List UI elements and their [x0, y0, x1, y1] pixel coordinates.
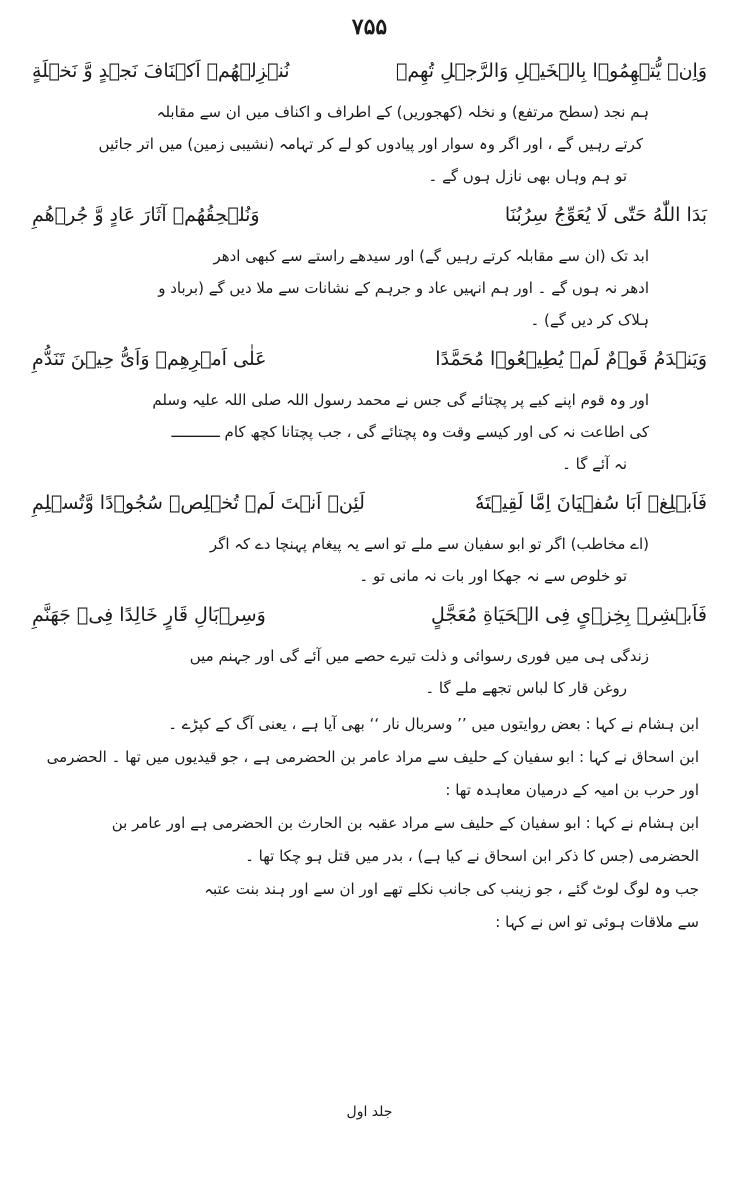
prose-block [32, 708, 699, 939]
translation-line: نہ آئے گا ۔ [562, 455, 627, 473]
verse-3-translation [72, 384, 649, 480]
translation-line: زندگی ہی میں فوری رسوائی و ذلت تیرے حصے میں آئے گی اور جہنم میں [189, 647, 649, 665]
prose-line: ابن ہشام نے کہا : ابو سفیان کے حلیف سے مراد عقبہ بن الحارث بن الحضرمی ہے اور عامر بن [111, 814, 699, 832]
verse-2-second-hemistich: وَنُلۡحِقُهُمۡ آثَارَ عَادٍ وَّ جُرۡهُمِ [32, 204, 260, 226]
volume-footer: جلد اول [346, 1104, 393, 1120]
prose-line: سے ملاقات ہوئی تو اس نے کہا : [495, 913, 699, 931]
translation-line: ہلاک کر دیں گے) ۔ [530, 311, 649, 329]
verse-5-second-hemistich: وَسِرۡبَالِ قَارٍ خَالِدًا فِیۡ جَهَنَّمِ [32, 604, 266, 626]
translation-line: تو خلوص سے نہ جھکا اور بات نہ مانی تو ۔ [359, 567, 627, 585]
verse-5-first-hemistich: فَاَبۡشِرۡ بِخِزۡیٍ فِی الۡحَیَاةِ مُعَجَّلٍ [431, 604, 707, 626]
verse-4-second-hemistich: لَئِنۡ اَنۡتَ لَمۡ تُخۡلِصۡ سُجُوۡدًا وَّتُسۡلِمِ [32, 492, 365, 514]
verse-2-first-hemistich: بَدَا اللّٰهُ حَتّٰی لَا یُعَوِّجُ سِرُبُنَا [504, 204, 707, 226]
verse-couplet-5 [32, 598, 707, 632]
translation-line: اور وہ قوم اپنے کیے پر پچتائے گی جس نے محمد رسول اللہ صلی اللہ علیہ وسلم [152, 391, 649, 409]
prose-line: ابن ہشام نے کہا : بعض روایتوں میں ’’ وسربال نار ‘‘ بھی آیا ہے ، یعنی آگ کے کپڑے ۔ [168, 715, 699, 733]
translation-line: (اے مخاطب) اگر تو ابو سفیان سے ملے تو اسے یہ پیغام پہنچا دے کہ اگر [209, 535, 649, 553]
prose-line: ابن اسحاق نے کہا : ابو سفیان کے حلیف سے مراد عامر بن الحضرمی ہے ، جو قیدیوں میں تھا ۔ الحضرمی [46, 748, 699, 766]
translation-line: روغن قار کا لباس تجھے ملے گا ۔ [425, 679, 627, 697]
verse-1-translation [72, 96, 649, 192]
verse-couplet-3 [32, 342, 707, 376]
translation-line: ادھر نہ ہوں گے ۔ اور ہم انہیں عاد و جرہم کے نشانات سے ملا دیں گے (برباد و [158, 279, 649, 297]
translation-line: کی اطاعت نہ کی اور کیسے وقت وہ پچتائے گی ، جب پچتانا کچھ کام ـــــــــــ [171, 423, 649, 441]
verse-couplet-2 [32, 198, 707, 232]
translation-line: کرتے رہیں گے ، اور اگر وہ سوار اور پیادوں کو لے کر تہامہ (نشیبی زمین) میں اتر جائیں [98, 135, 643, 153]
prose-line: اور حرب بن امیہ کے درمیان معاہدہ تھا : [445, 781, 699, 799]
translation-line: ہم نجد (سطح مرتفع) و نخلہ (کھجوریں) کے اطراف و اکناف میں ان سے مقابلہ [156, 103, 649, 121]
verse-couplet-1 [32, 54, 707, 88]
translation-line: تو ہم وہاں بھی نازل ہوں گے ۔ [428, 167, 627, 185]
verse-couplet-4 [32, 486, 707, 520]
verse-3-second-hemistich: عَلٰی اَمۡرِهِمۡ وَاَیُّ حِیۡنَ تَنَدُّمِ [32, 348, 267, 370]
verse-5-translation [72, 640, 649, 704]
prose-line: جب وہ لوگ لوٹ گئے ، جو زینب کی جانب نکلے تھے اور ان سے اور ہند بنت عتبہ [204, 880, 699, 898]
page-number: ۷۵۵ [351, 14, 388, 40]
verse-1-second-hemistich: نُنۡزِلۡهُمۡ اَکۡنَافَ نَجۡدٍ وَّ نَخۡلَةٍ [32, 60, 290, 82]
verse-4-translation [72, 528, 649, 592]
verse-2-translation [72, 240, 649, 336]
prose-line: الحضرمی (جس کا ذکر ابن اسحاق نے کیا ہے) ، بدر میں قتل ہو چکا تھا ۔ [245, 847, 699, 865]
verse-4-first-hemistich: فَاَبۡلِغۡ اَبَا سُفۡیَانَ اِمَّا لَقِیۡتَهٗ [475, 492, 707, 514]
verse-1-first-hemistich: وَاِنۡ یُّتۡهِمُوۡا بِالۡخَیۡلِ وَالرَّجۡلِ تُھِمۡ [395, 60, 707, 82]
verse-3-first-hemistich: وَیَنۡدَمُ قَوۡمٌ لَمۡ یُطِیۡعُوۡا مُحَمَّدًا [435, 348, 707, 370]
translation-line: ابد تک (ان سے مقابلہ کرتے رہیں گے) اور سیدھے راستے سے کبھی ادھر [213, 247, 649, 265]
